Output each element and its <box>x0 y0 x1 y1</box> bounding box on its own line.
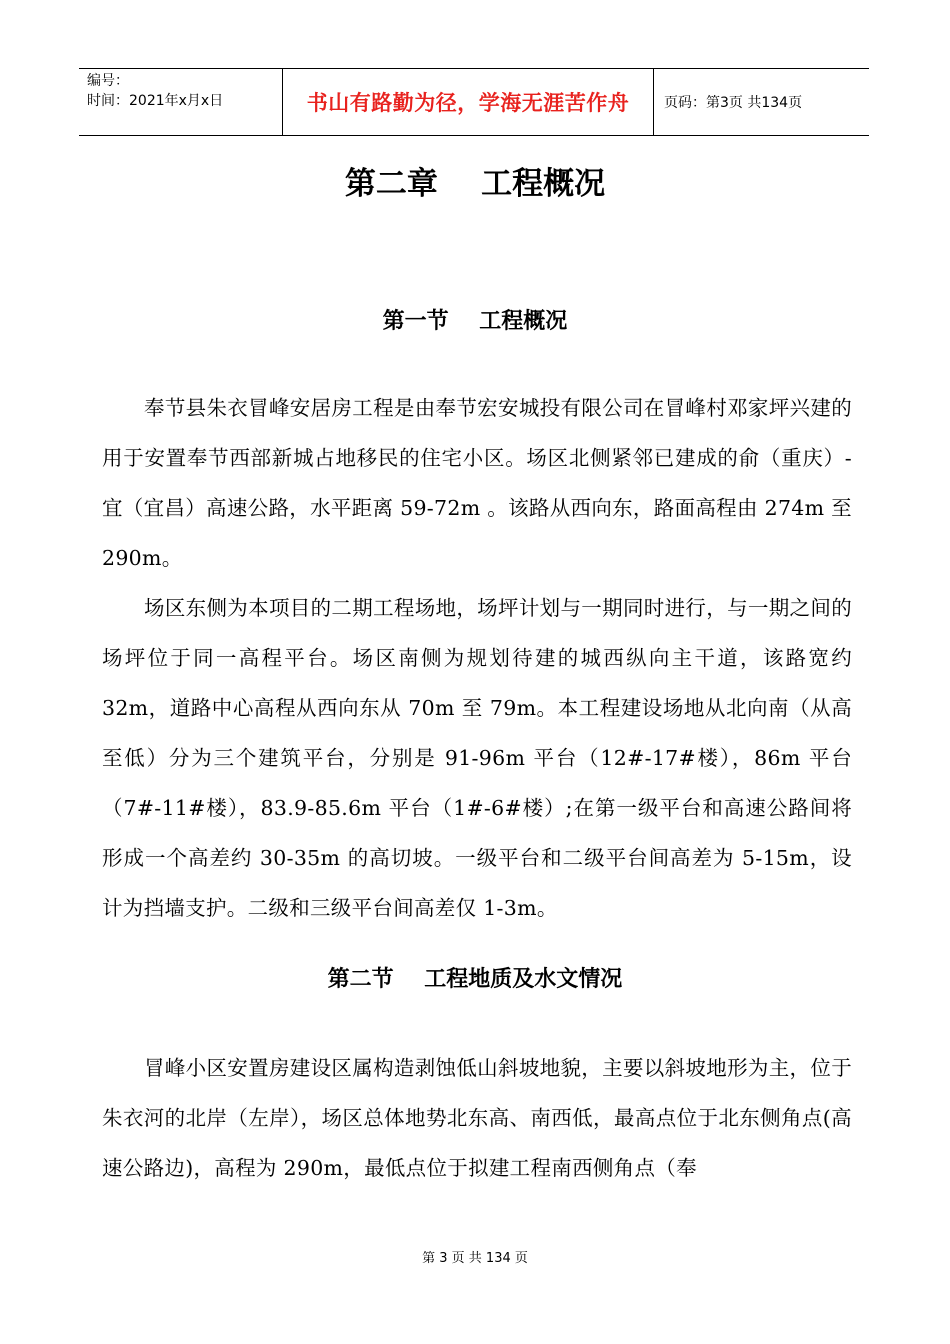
body-paragraph: 冒峰小区安置房建设区属构造剥蚀低山斜坡地貌，主要以斜坡地形为主，位于朱衣河的北岸（左岸），场区总体地势北东高、南西低，最高点位于北东侧角点(高速公路边)，高程为 290m，最低点位于拟建工程南西侧角点（奉 <box>102 1056 852 1180</box>
document-number-label: 编号： <box>87 73 129 89</box>
body-paragraph: 场区东侧为本项目的二期工程场地，场坪计划与一期同时进行，与一期之间的场坪位于同一高程平台。场区南侧为规划待建的城西纵向主干道，该路宽约 32m，道路中心高程从西向东从 70m 至 79m。本工程建设场地从北向南（从高至低）分为三个建筑平台，分别是 91-96m 平台（12#-17#楼），86m 平台（7#-11#楼），83.9-85.6m 平台（1#-6#楼）;在第一级平台和高速公路间将形成一个高差约 30-35m 的高切坡。一级平台和二级平台间高差为 5-15m，设计为挡墙支护。二级和三级平台间高差仅 1-3m。 <box>102 596 852 920</box>
header-motto-cell <box>282 69 654 135</box>
header-page-info: 页码：第3页 共134页 <box>664 95 803 111</box>
section-title: 第二节 工程地质及水文情况 <box>327 967 623 992</box>
body-paragraph: 奉节县朱衣冒峰安居房工程是由奉节宏安城投有限公司在冒峰村邓家坪兴建的用于安置奉节西部新城占地移民的住宅小区。场区北侧紧邻已建成的俞（重庆）-宜（宜昌）高速公路，水平距离 59-72m 。该路从西向东，路面高程由 274m 至 290m。 <box>102 396 852 570</box>
document-date: 时间：2021年x月x日 <box>87 93 224 109</box>
page-header <box>79 68 869 136</box>
header-motto: 书山有路勤为径，学海无涯苦作舟 <box>306 91 630 115</box>
page-footer: 第 3 页 共 134 页 <box>422 1251 528 1266</box>
section-title: 第一节 工程概况 <box>382 309 568 334</box>
chapter-title: 第二章 工程概况 <box>344 166 606 202</box>
header-meta <box>79 69 282 135</box>
